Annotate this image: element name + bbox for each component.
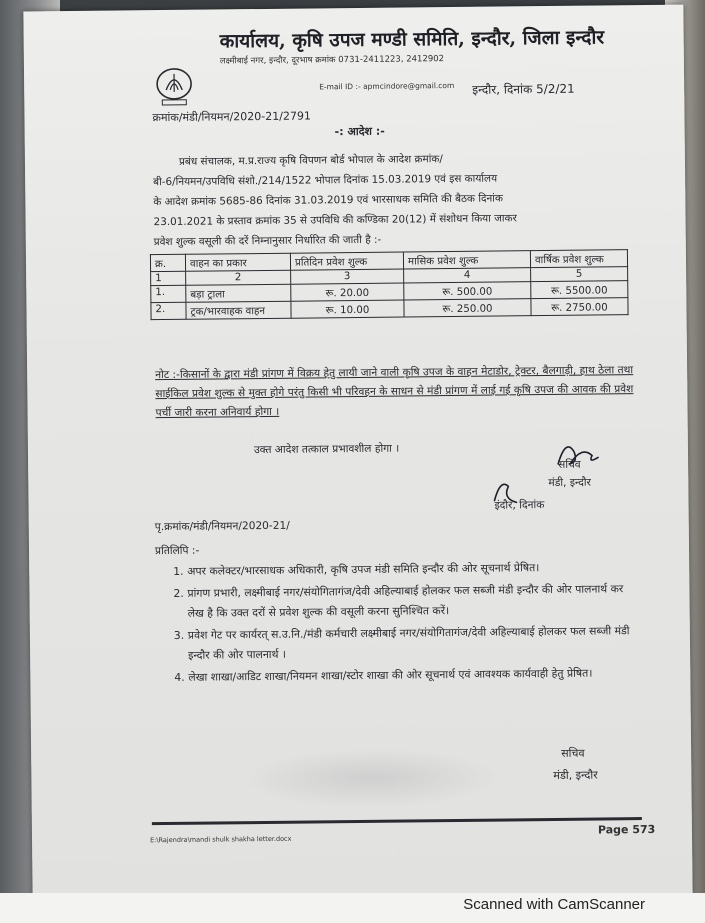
effect-line: उक्त आदेश तत्काल प्रभावशील होगा । — [253, 442, 400, 457]
list-item-text: प्रवेश गेट पर कार्यरत् स.उ.नि./मंडी कर्मचारी लक्ष्मीबाई नगर/संयोगितागंज/देवी अहिल्याबाई होलकर फल सब्जी मंडी इन्दौर की ओर पालनार्थ । — [187, 623, 630, 663]
order-body — [153, 147, 624, 252]
order-reference: क्रमांक/मंडी/नियमन/2020-21/2791 — [152, 109, 311, 125]
body-line: बी-6/नियमन/उपविधि संशो./214/1522 भोपाल दिनांक 15.03.2019 एवं इस कार्यालय — [153, 172, 498, 189]
table-cell: रू. 2750.00 — [531, 298, 628, 316]
table-cell: 5 — [531, 267, 628, 282]
table-cell: 4 — [404, 268, 531, 283]
signatory-title: सचिव — [561, 746, 585, 760]
table-cell: ट्रक/भारवाहक वाहन — [186, 301, 291, 319]
table-header-cell: मासिक प्रवेश शुल्क — [403, 251, 530, 269]
note-paragraph: नोट :-किसानों के द्वारा मंडी प्रांगण में विक्रय हेतु लायी जाने वाली कृषि उपज के वाहन मेटाडोर, ट्रेक्टर, बैलगाड़ी, हाथ ठेला तथा साईकिल प्रवेश शुल्क से मुक्त होगे परंतु किसी भी परिवहन के साधन से मंडी प्रांगण में लाई गई कृषि उपज की आवक की प्रवेश पर्ची जारी करना अनिवार्य होगा । — [155, 364, 634, 420]
table-cell: रू. 10.00 — [291, 300, 404, 318]
faded-stamp — [241, 747, 502, 810]
header-place-date: इन्दौर, दिनांक 5/2/21 — [472, 81, 575, 97]
table-cell: 2. — [151, 302, 186, 319]
order-heading: -: आदेश :- — [334, 124, 385, 139]
table-header-cell: क्र. — [150, 254, 185, 271]
table-cell: 3 — [291, 269, 404, 284]
table-cell: 2 — [186, 270, 291, 285]
footer-rule — [152, 817, 642, 825]
list-item-text: अपर कलेक्टर/भारसाधक अधिकारी, कृषि उपज मंडी समिति इन्दौर की ओर सूचनार्थ प्रेषित। — [187, 561, 540, 578]
copy-heading: प्रतिलिपि :- — [154, 544, 200, 558]
office-address-phone: लक्ष्मीबाई नगर, इन्दौर, दूरभाष क्रमांक 0731-2411223, 2412902 — [219, 54, 445, 67]
body-line: प्रबंध संचालक, म.प्र.राज्य कृषि विपणन बोर्ड भोपाल के आदेश क्रमांक/ — [178, 153, 443, 168]
table-cell: 1. — [151, 285, 186, 302]
list-item — [174, 621, 634, 667]
mandi-board-logo-icon — [154, 64, 194, 108]
body-line: प्रवेश शुल्क वसूली की दरें निम्नानुसार निर्धारित की जाती है :- — [153, 233, 382, 249]
body-line: 23.01.2021 के प्रस्ताव क्रमांक 35 से उपविधि की कण्डिका 20(12) में संशोधन किया जाकर — [153, 212, 517, 229]
signatory-place: मंडी, इन्दौर — [548, 476, 592, 490]
footer-page-number: Page 573 — [597, 822, 656, 837]
table-cell: रू. 5500.00 — [531, 281, 628, 299]
list-item-number: 4. — [174, 670, 185, 684]
signatory-place: मंडी, इन्दौर — [553, 768, 598, 782]
table-cell: रू. 20.00 — [291, 283, 404, 301]
list-item — [173, 579, 633, 625]
endorsement-reference: पृ.क्रमांक/मंडी/नियमन/2020-21/ — [154, 519, 290, 534]
copy-list — [173, 557, 634, 689]
entry-fee-table — [150, 249, 629, 320]
body-line: के आदेश क्रमांक 5685-86 दिनांक 31.03.2019 एवं भारसाधक समिति की बैठक दिनांक — [153, 192, 504, 209]
table-header-cell: वाहन का प्रकार — [185, 253, 290, 271]
signatory-place-date: इंदौर, दिनांक — [494, 499, 545, 512]
office-email: E-mail ID :- apmcindore@gmail.com — [319, 80, 455, 92]
list-item-number: 2. — [173, 586, 184, 600]
table-header-cell: वार्षिक प्रवेश शुल्क — [530, 250, 627, 268]
table-row — [151, 298, 628, 320]
document-page — [23, 5, 692, 902]
list-item-number: 1. — [173, 564, 184, 578]
table-cell: बड़ा ट्राला — [186, 284, 291, 302]
signatory-title: सचिव — [558, 458, 581, 471]
scanner-watermark: Scanned with CamScanner — [463, 896, 645, 913]
office-title: कार्यालय, कृषि उपज मण्डी समिति, इन्दौर, जिला इन्दौर — [219, 26, 605, 53]
table-header-cell: प्रतिदिन प्रवेश शुल्क — [290, 252, 403, 270]
list-item-text: प्रांगण प्रभारी, लक्ष्मीबाई नगर/संयोगितागंज/देवी अहिल्याबाई होलकर फल सब्जी मंडी इन्दौर की ओर पालनार्थ कर लेख है कि उक्त दरों से प्रवेश शुल्क की वसूली करना सुनिश्चित करें। — [187, 581, 624, 620]
list-item — [174, 663, 634, 688]
list-item-number: 3. — [173, 628, 185, 642]
table-cell: 1 — [151, 271, 186, 285]
table-cell: रू. 250.00 — [404, 299, 531, 317]
list-item-text: लेखा शाखा/आडिट शाखा/नियमन शाखा/स्टोर शाखा की ओर सूचनार्थ एवं आवश्यक कार्यवाही हेतु प्रेषित। — [188, 666, 593, 684]
table-cell: रू. 500.00 — [404, 282, 531, 300]
footer-file-path: E:\Rajendra\mandi shulk shakha letter.docx — [150, 834, 292, 845]
